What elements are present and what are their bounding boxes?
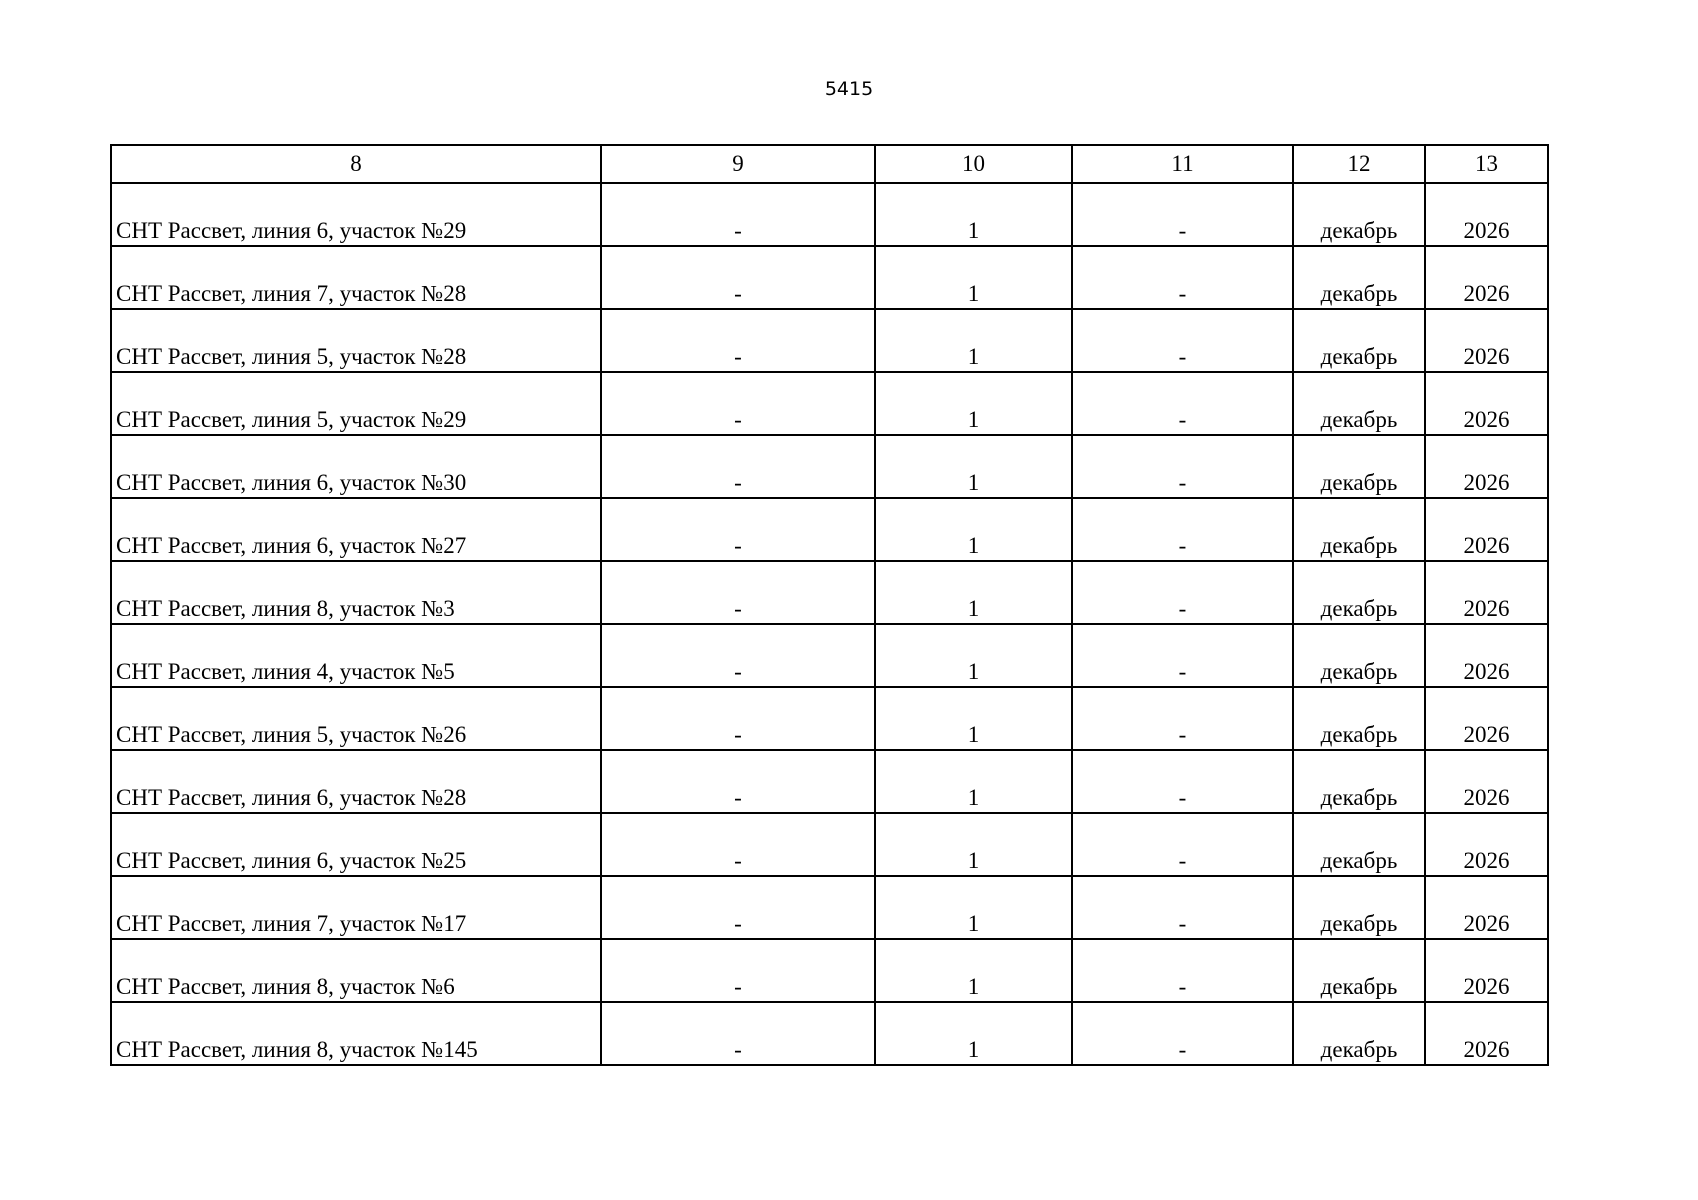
year-cell: 2026 xyxy=(1425,939,1548,1002)
address-cell: СНТ Рассвет, линия 6, участок №29 xyxy=(111,183,601,246)
col-9-cell: - xyxy=(601,246,875,309)
col-9-cell: - xyxy=(601,435,875,498)
header-cell-col-12: 12 xyxy=(1293,145,1425,183)
month-cell: декабрь xyxy=(1293,435,1425,498)
quantity-cell: 1 xyxy=(875,435,1072,498)
month-cell: декабрь xyxy=(1293,813,1425,876)
year-cell: 2026 xyxy=(1425,1002,1548,1065)
col-11-cell: - xyxy=(1072,624,1293,687)
year-cell: 2026 xyxy=(1425,183,1548,246)
table-row xyxy=(111,372,1548,435)
col-11-cell: - xyxy=(1072,561,1293,624)
header-cell-col-10: 10 xyxy=(875,145,1072,183)
year-cell: 2026 xyxy=(1425,498,1548,561)
address-cell: СНТ Рассвет, линия 8, участок №6 xyxy=(111,939,601,1002)
table-row xyxy=(111,561,1548,624)
address-cell: СНТ Рассвет, линия 6, участок №28 xyxy=(111,750,601,813)
table-row xyxy=(111,876,1548,939)
quantity-cell: 1 xyxy=(875,246,1072,309)
table-row xyxy=(111,498,1548,561)
address-cell: СНТ Рассвет, линия 7, участок №17 xyxy=(111,876,601,939)
table-row xyxy=(111,246,1548,309)
year-cell: 2026 xyxy=(1425,246,1548,309)
table-row xyxy=(111,183,1548,246)
table-row xyxy=(111,309,1548,372)
month-cell: декабрь xyxy=(1293,372,1425,435)
col-11-cell: - xyxy=(1072,498,1293,561)
header-cell-col-8: 8 xyxy=(111,145,601,183)
year-cell: 2026 xyxy=(1425,876,1548,939)
col-11-cell: - xyxy=(1072,876,1293,939)
month-cell: декабрь xyxy=(1293,561,1425,624)
table-header xyxy=(111,145,1548,183)
address-cell: СНТ Рассвет, линия 6, участок №27 xyxy=(111,498,601,561)
quantity-cell: 1 xyxy=(875,750,1072,813)
quantity-cell: 1 xyxy=(875,183,1072,246)
col-11-cell: - xyxy=(1072,750,1293,813)
year-cell: 2026 xyxy=(1425,750,1548,813)
year-cell: 2026 xyxy=(1425,687,1548,750)
month-cell: декабрь xyxy=(1293,1002,1425,1065)
address-cell: СНТ Рассвет, линия 8, участок №145 xyxy=(111,1002,601,1065)
col-9-cell: - xyxy=(601,183,875,246)
table-row xyxy=(111,813,1548,876)
address-cell: СНТ Рассвет, линия 4, участок №5 xyxy=(111,624,601,687)
table-row xyxy=(111,939,1548,1002)
header-cell-col-11: 11 xyxy=(1072,145,1293,183)
col-11-cell: - xyxy=(1072,939,1293,1002)
month-cell: декабрь xyxy=(1293,246,1425,309)
col-11-cell: - xyxy=(1072,435,1293,498)
col-9-cell: - xyxy=(601,498,875,561)
table-body xyxy=(111,183,1548,1065)
year-cell: 2026 xyxy=(1425,624,1548,687)
col-9-cell: - xyxy=(601,813,875,876)
address-cell: СНТ Рассвет, линия 5, участок №26 xyxy=(111,687,601,750)
month-cell: декабрь xyxy=(1293,183,1425,246)
month-cell: декабрь xyxy=(1293,750,1425,813)
page-number: 5415 xyxy=(824,78,874,100)
col-11-cell: - xyxy=(1072,183,1293,246)
month-cell: декабрь xyxy=(1293,498,1425,561)
address-cell: СНТ Рассвет, линия 6, участок №30 xyxy=(111,435,601,498)
year-cell: 2026 xyxy=(1425,372,1548,435)
month-cell: декабрь xyxy=(1293,876,1425,939)
col-11-cell: - xyxy=(1072,813,1293,876)
year-cell: 2026 xyxy=(1425,435,1548,498)
col-9-cell: - xyxy=(601,687,875,750)
quantity-cell: 1 xyxy=(875,498,1072,561)
quantity-cell: 1 xyxy=(875,813,1072,876)
table-row xyxy=(111,435,1548,498)
col-9-cell: - xyxy=(601,939,875,1002)
quantity-cell: 1 xyxy=(875,687,1072,750)
month-cell: декабрь xyxy=(1293,939,1425,1002)
month-cell: декабрь xyxy=(1293,309,1425,372)
table-row xyxy=(111,687,1548,750)
col-11-cell: - xyxy=(1072,687,1293,750)
col-9-cell: - xyxy=(601,624,875,687)
address-cell: СНТ Рассвет, линия 8, участок №3 xyxy=(111,561,601,624)
header-cell-col-9: 9 xyxy=(601,145,875,183)
col-11-cell: - xyxy=(1072,246,1293,309)
col-9-cell: - xyxy=(601,750,875,813)
col-9-cell: - xyxy=(601,1002,875,1065)
year-cell: 2026 xyxy=(1425,309,1548,372)
quantity-cell: 1 xyxy=(875,309,1072,372)
quantity-cell: 1 xyxy=(875,624,1072,687)
quantity-cell: 1 xyxy=(875,1002,1072,1065)
quantity-cell: 1 xyxy=(875,939,1072,1002)
address-cell: СНТ Рассвет, линия 6, участок №25 xyxy=(111,813,601,876)
month-cell: декабрь xyxy=(1293,624,1425,687)
address-cell: СНТ Рассвет, линия 5, участок №28 xyxy=(111,309,601,372)
col-11-cell: - xyxy=(1072,1002,1293,1065)
col-11-cell: - xyxy=(1072,372,1293,435)
col-9-cell: - xyxy=(601,561,875,624)
year-cell: 2026 xyxy=(1425,813,1548,876)
col-11-cell: - xyxy=(1072,309,1293,372)
table-row xyxy=(111,1002,1548,1065)
month-cell: декабрь xyxy=(1293,687,1425,750)
col-9-cell: - xyxy=(601,309,875,372)
header-row xyxy=(111,145,1548,183)
quantity-cell: 1 xyxy=(875,876,1072,939)
quantity-cell: 1 xyxy=(875,372,1072,435)
address-cell: СНТ Рассвет, линия 5, участок №29 xyxy=(111,372,601,435)
col-9-cell: - xyxy=(601,372,875,435)
address-cell: СНТ Рассвет, линия 7, участок №28 xyxy=(111,246,601,309)
quantity-cell: 1 xyxy=(875,561,1072,624)
table-row xyxy=(111,750,1548,813)
table-row xyxy=(111,624,1548,687)
header-cell-col-13: 13 xyxy=(1425,145,1548,183)
data-table xyxy=(110,144,1549,1066)
col-9-cell: - xyxy=(601,876,875,939)
year-cell: 2026 xyxy=(1425,561,1548,624)
